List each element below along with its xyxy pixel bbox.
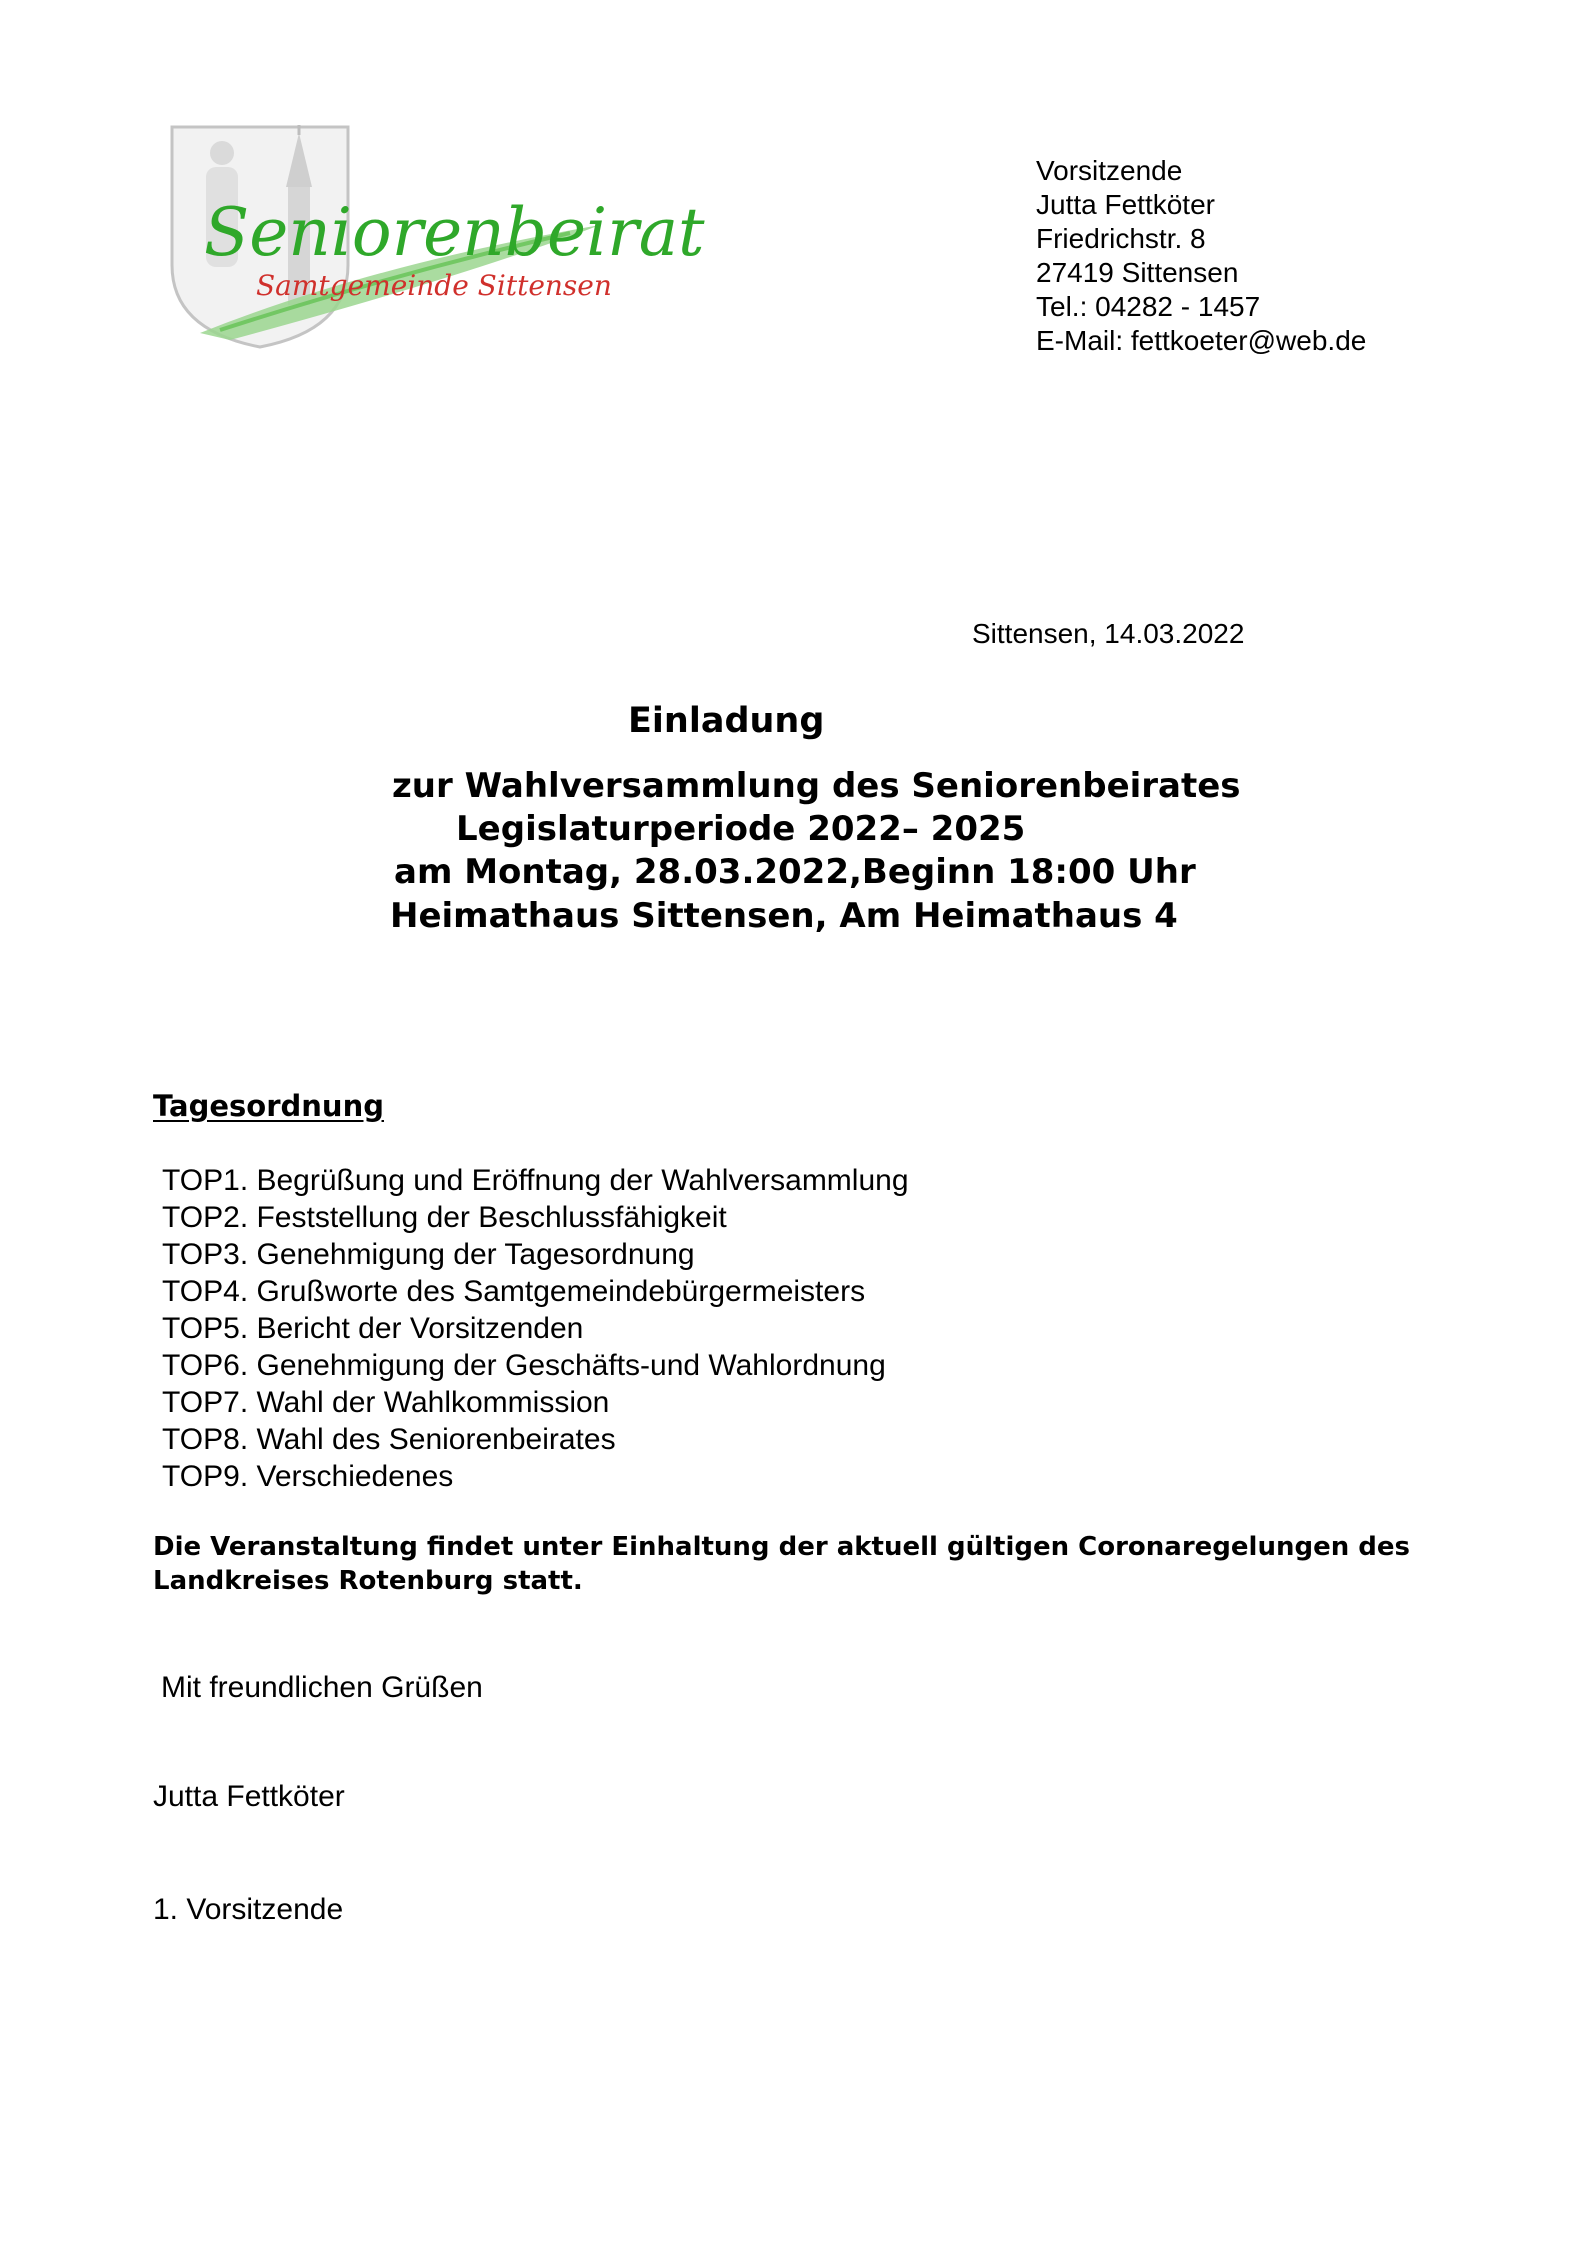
invitation-datetime: am Montag, 28.03.2022,Beginn 18:00 Uhr (394, 852, 1196, 892)
sender-address (1036, 154, 1366, 358)
signer-role: 1. Vorsitzende (153, 1893, 344, 1926)
sender-phone: Tel.: 04282 - 1457 (1036, 291, 1261, 322)
agenda-item: TOP7. Wahl der Wahlkommission (162, 1386, 610, 1419)
invitation-period: Legislaturperiode 2022– 2025 (456, 809, 1026, 849)
agenda-list (162, 1162, 909, 1495)
agenda-item: TOP4. Grußworte des Samtgemeindebürgermeisters (162, 1275, 866, 1308)
signer-name: Jutta Fettköter (153, 1780, 345, 1813)
coat-of-arms-logo-graphic (170, 125, 705, 350)
logo-wordmark-line1: Seniorenbeirat (204, 194, 705, 271)
logo-wordmark-line2: Samtgemeinde Sittensen (256, 269, 612, 302)
agenda-item: TOP6. Genehmigung der Geschäfts-und Wahlordnung (162, 1349, 886, 1382)
seniorenbeirat-logo (170, 125, 705, 350)
agenda-item: TOP9. Verschiedenes (162, 1460, 454, 1493)
sender-email: E-Mail: fettkoeter@web.de (1036, 325, 1367, 356)
invitation-subject: zur Wahlversammlung des Seniorenbeirates (392, 766, 1241, 806)
agenda-item: TOP8. Wahl des Seniorenbeirates (162, 1423, 616, 1456)
sender-city: 27419 Sittensen (1036, 257, 1239, 288)
sender-street: Friedrichstr. 8 (1036, 223, 1206, 254)
agenda-item: TOP5. Bericht der Vorsitzenden (162, 1312, 584, 1345)
sender-role: Vorsitzende (1036, 155, 1183, 186)
closing-greeting: Mit freundlichen Grüßen (161, 1671, 483, 1704)
corona-notice: Die Veranstaltung findet unter Einhaltung der aktuell gültigen Coronaregelungen des Landkreises Rotenburg statt. (153, 1532, 1411, 1596)
agenda-item: TOP3. Genehmigung der Tagesordnung (162, 1238, 695, 1271)
agenda-item: TOP2. Feststellung der Beschlussfähigkeit (162, 1201, 727, 1234)
agenda-heading: Tagesordnung (153, 1089, 384, 1123)
invitation-title: Einladung (628, 701, 825, 741)
agenda-item: TOP1. Begrüßung und Eröffnung der Wahlversammlung (162, 1164, 909, 1197)
date-line: Sittensen, 14.03.2022 (972, 618, 1245, 649)
sender-name: Jutta Fettköter (1036, 189, 1215, 220)
invitation-location: Heimathaus Sittensen, Am Heimathaus 4 (390, 896, 1178, 936)
